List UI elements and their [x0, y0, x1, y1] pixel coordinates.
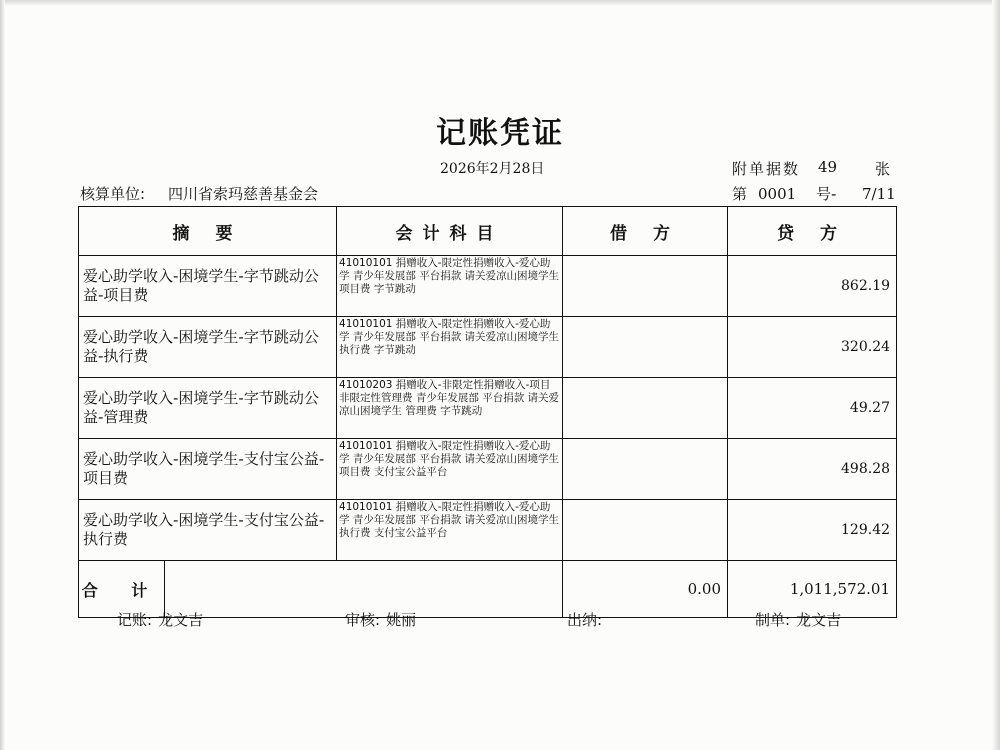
- accounting-unit-value: 四川省索玛慈善基金会: [168, 185, 319, 203]
- row-summary: 爱心助学收入-困境学生-支付宝公益-项目费: [79, 439, 337, 500]
- page-edge: [0, 0, 1000, 6]
- voucher-number-prefix: 第: [732, 185, 748, 203]
- bookkeeper-signature: [117, 609, 203, 630]
- voucher-number-value: 0001: [758, 185, 797, 203]
- voucher-number: [732, 183, 896, 204]
- attachments-unit: 张: [875, 160, 891, 178]
- bookkeeper-name: 龙文吉: [158, 611, 204, 629]
- table-row: [79, 378, 897, 439]
- header-credit: 贷 方: [728, 207, 897, 256]
- reviewer-label: 审核:: [345, 611, 381, 629]
- voucher-table: [78, 206, 897, 618]
- table-row: [79, 500, 897, 561]
- row-debit: [563, 317, 728, 378]
- attachments-label: 附单据数: [732, 160, 801, 178]
- row-summary: 爱心助学收入-困境学生-字节跳动公益-管理费: [79, 378, 337, 439]
- row-account: 41010101 捐赠收入-限定性捐赠收入-爱心助学 青少年发展部 平台捐款 请关爱凉山困境学生 项目费 字节跳动: [337, 256, 563, 317]
- row-credit: 320.24: [728, 317, 897, 378]
- cashier-label: 出纳:: [567, 611, 603, 629]
- total-credit: 1,011,572.01: [728, 561, 897, 618]
- row-credit: 129.42: [728, 500, 897, 561]
- row-debit: [563, 500, 728, 561]
- total-label: 合 计: [79, 561, 165, 618]
- table-row: [79, 256, 897, 317]
- cashier-signature: [567, 609, 608, 630]
- row-account: 41010101 捐赠收入-限定性捐赠收入-爱心助学 青少年发展部 平台捐款 请关爱凉山困境学生 执行费 支付宝公益平台: [337, 500, 563, 561]
- row-credit: 862.19: [728, 256, 897, 317]
- row-credit: 49.27: [728, 378, 897, 439]
- header-account: 会计科目: [337, 207, 563, 256]
- preparer-name: 龙文吉: [796, 611, 842, 629]
- bookkeeper-label: 记账:: [117, 611, 153, 629]
- row-debit: [563, 256, 728, 317]
- voucher-date: 2026年2月28日: [440, 161, 545, 177]
- row-account: 41010203 捐赠收入-非限定性捐赠收入-项目非限定性管理费 青少年发展部 平台捐款 请关爱凉山困境学生 管理费 字节跳动: [337, 378, 563, 439]
- voucher-page: 7/11: [862, 185, 896, 203]
- reviewer-name: 姚丽: [386, 611, 417, 629]
- row-debit: [563, 439, 728, 500]
- preparer-signature: [755, 609, 841, 630]
- attachments-count: 49: [818, 158, 838, 176]
- row-account: 41010101 捐赠收入-限定性捐赠收入-爱心助学 青少年发展部 平台捐款 请关爱凉山困境学生 项目费 支付宝公益平台: [337, 439, 563, 500]
- row-debit: [563, 378, 728, 439]
- reviewer-signature: [345, 609, 416, 630]
- row-credit: 498.28: [728, 439, 897, 500]
- table-row: [79, 317, 897, 378]
- header-debit: 借 方: [563, 207, 728, 256]
- row-summary: 爱心助学收入-困境学生-字节跳动公益-项目费: [79, 256, 337, 317]
- total-debit: 0.00: [563, 561, 728, 618]
- row-summary: 爱心助学收入-困境学生-字节跳动公益-执行费: [79, 317, 337, 378]
- header-summary: 摘 要: [79, 207, 337, 256]
- row-summary: 爱心助学收入-困境学生-支付宝公益-执行费: [79, 500, 337, 561]
- table-row: [79, 439, 897, 500]
- table-header-row: [79, 207, 897, 256]
- document-title: 记账凭证: [436, 116, 564, 151]
- row-account: 41010101 捐赠收入-限定性捐赠收入-爱心助学 青少年发展部 平台捐款 请关爱凉山困境学生 执行费 字节跳动: [337, 317, 563, 378]
- voucher-number-suffix: 号-: [816, 185, 837, 203]
- accounting-unit-label: 核算单位:: [80, 185, 146, 203]
- preparer-label: 制单:: [755, 611, 791, 629]
